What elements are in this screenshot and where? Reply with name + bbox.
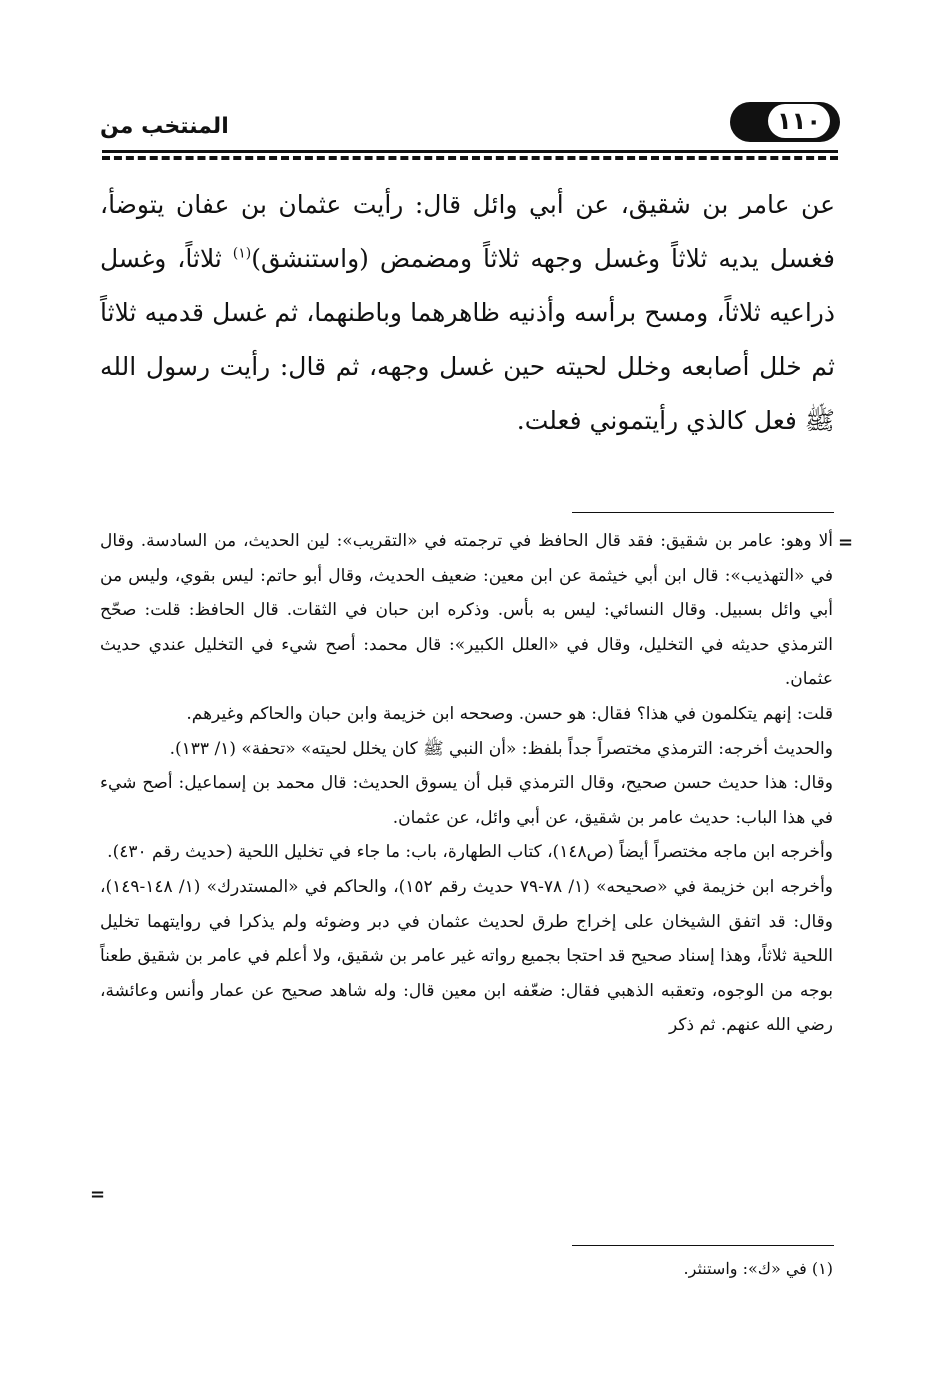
footnote: (١) في «ك»: واستنثر. — [683, 1259, 833, 1278]
note-paragraph: والحديث أخرجه: الترمذي مختصراً جداً بلفظ: «أن النبي ﷺ كان يخلل لحيته» «تحفة» (١/ ١٣٣). — [169, 738, 833, 759]
trailing-continuation-mark: = — [90, 1184, 106, 1205]
main-text-part2: ثلاثاً، وغسل ذراعيه ثلاثاً، ومسح برأسه وأذنيه ظاهرهما وباطنهما، ثم غسل قدميه ثلاثاً ثم خلل أصابعه وخلل لحيته حين غسل وجهه، ثم قال: رأيت رسول الله ﷺ فعل كالذي رأيتموني فعلت. — [100, 244, 835, 435]
header-rule — [102, 150, 838, 153]
book-title: المنتخب من — [100, 114, 229, 139]
footnote-separator — [572, 1245, 834, 1246]
note-paragraph: وأخرجه ابن ماجه مختصراً أيضاً (ص١٤٨)، كتاب الطهارة، باب: ما جاء في تخليل اللحية (حديث رقم ٤٣٠). — [107, 842, 833, 863]
note-paragraph: قلت: إنهم يتكلمون في هذا؟ فقال: هو حسن. وصححه ابن خزيمة وابن حبان والحاكم وغيرهم. — [186, 703, 833, 724]
page-number-badge — [730, 102, 840, 142]
footnote-ref: (١) — [232, 245, 252, 262]
page-header — [100, 100, 840, 148]
note-paragraph: وقال: هذا حديث حسن صحيح، وقال الترمذي قبل أن يسوق الحديث: قال محمد بن إسماعيل: أصح شيء في هذا الباب: حديث عامر بن شقيق، عن أبي وائل، عن عثمان. — [100, 773, 833, 828]
note-paragraph: ألا وهو: عامر بن شقيق: فقد قال الحافظ في ترجمته في «التقريب»: لين الحديث، من السادسة. وقال في «التهذيب»: قال ابن أبي خيثمة عن ابن معين: ضعيف الحديث، وقال أبو حاتم: ليس بقوي، وليس من أبي وائل بسبيل. وقال النسائي: ليس به بأس. وذكره ابن حبان في الثقات. قال الحافظ: قلت: صحّح الترمذي حديثه في التخليل، وقال في «العلل الكبير»: قال محمد: أصح شيء في التخليل عندي حديث عثمان. — [100, 531, 833, 690]
main-paragraph — [100, 178, 835, 448]
notes-block — [100, 524, 833, 1043]
header-dashed-rule — [102, 156, 838, 160]
main-text-part1: عن عامر بن شقيق، عن أبي وائل قال: رأيت عثمان بن عفان يتوضأ، فغسل يديه ثلاثاً وغسل وجهه ثلاثاً ومضمض (واستنشق) — [100, 190, 836, 273]
note-paragraph: وأخرجه ابن خزيمة في «صحيحه» (١/ ٧٨-٧٩ حديث رقم ١٥٢)، والحاكم في «المستدرك» (١/ ١٤٨-١٤٩)، وقال: قد اتفق الشيخان على إخراج طرق لحديث عثمان في دبر وضوئه ولم يذكرا في روايتهما تخليل اللحية ثلاثاً، وهذا إسناد صحيح قد احتجا بجميع رواته غير عامر بن شقيق، ولا أعلم في عامر بن شقيق طعناً بوجه من الوجوه، وتعقبه الذهبي فقال: ضعّفه ابن معين قال: وله شاهد صحيح عن عمار وأنس وعائشة، رضي الله عنهم. ثم ذكر — [100, 876, 833, 1036]
continuation-mark: = — [838, 532, 854, 553]
notes-separator — [572, 512, 834, 513]
page-number: ١١٠ — [768, 104, 830, 138]
